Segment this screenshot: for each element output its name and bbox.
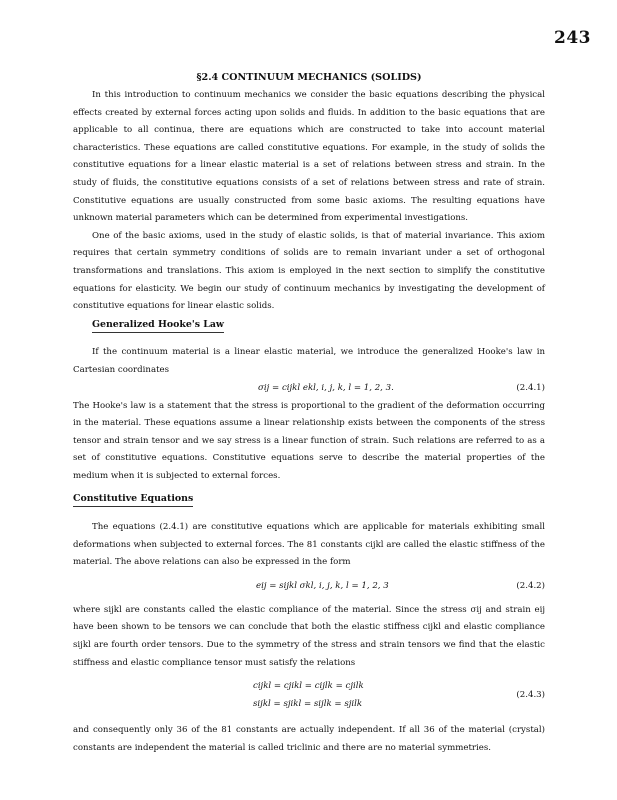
heading-generalized-hookes-law: Generalized Hooke's Law bbox=[92, 318, 224, 333]
paragraph-hooke-2: The Hooke's law is a statement that the stress is proportional to the gradient of the deformation occurring in the material. These equations assume a linear relationship exists between the components of the stress tensor and strain tensor and we say stress is a linear function of strain. Such relations are referred to as a set of constitutive equations. Constitutive equations serve to describe the material properties of the medium when it is subjected to external forces. bbox=[73, 400, 545, 481]
paragraph-intro-2: One of the basic axioms, used in the study of elastic solids, is that of material invariance. This axiom requires that certain symmetry conditions of solids are to remain invariant under a set of orthogonal transformations and translations. This axiom is employed in the next section to simplify the constitutive equations for elasticity. We begin our study of continuum mechanics by investigating the development of constitutive equations for linear elastic solids. bbox=[73, 230, 545, 312]
paragraph-constitutive-1: The equations (2.4.1) are constitutive equations which are applicable for materials exhibiting small deformations when subjected to external forces. The 81 constants cijkl are called the elastic stiffness of the material. The above relations can also be expressed in the form bbox=[73, 522, 545, 568]
paragraph-constitutive-2: where sijkl are constants called the elastic compliance of the material. Since the stress σij and strain eij have been shown to be tensors we can conclude that both the elastic stiffness cijkl and elastic compliance sijkl are fourth order tensors. Due to the symmetry of the stress and strain tensors we find that the elastic stiffness and elastic compliance tensor must satisfy the relations bbox=[73, 604, 545, 668]
section-title: §2.4 CONTINUUM MECHANICS (SOLIDS) bbox=[196, 72, 422, 83]
equation-label: (2.4.1) bbox=[516, 382, 545, 393]
heading-hooke-wrapper bbox=[92, 317, 545, 335]
equation-2-4-2 bbox=[73, 578, 545, 596]
page-content bbox=[73, 70, 545, 757]
equation-line-compliance: sijkl = sjikl = sijlk = sjilk bbox=[253, 699, 363, 710]
heading-constitutive-wrapper bbox=[73, 491, 545, 509]
page-number: 243 bbox=[554, 28, 591, 48]
equation-text: eij = sijkl σkl, i, j, k, l = 1, 2, 3 bbox=[256, 580, 389, 591]
equation-line-stiffness: cijkl = cjikl = cijlk = cjilk bbox=[253, 681, 364, 692]
equation-text: σij = cijkl ekl, i, j, k, l = 1, 2, 3. bbox=[258, 382, 394, 393]
paragraph-constitutive-3: and consequently only 36 of the 81 constants are actually independent. If all 36 of the material (crystal) constants are independent the material is called triclinic and there are no material symmetries. bbox=[73, 725, 545, 753]
heading-constitutive-equations: Constitutive Equations bbox=[73, 492, 193, 507]
paragraph-hooke-1: If the continuum material is a linear elastic material, we introduce the generalized Hooke's law in Cartesian coordinates bbox=[73, 347, 545, 375]
paragraph-intro-1: In this introduction to continuum mechanics we consider the basic equations describing the physical effects created by external forces acting upon solids and fluids. In addition to the basic equations that are applicable to all continua, there are equations which are constructed to take into account material characteristics. These equations are called constitutive equations. For example, in the study of solids the constitutive equations for a linear elastic material is a set of relations between stress and strain. In the study of fluids, the constitutive equations consists of a set of relations between stress and rate of strain. Constitutive equations are usually constructed from some basic axioms. The resulting equations have unknown material parameters which can be determined from experimental investigations. bbox=[73, 90, 545, 224]
equation-label: (2.4.3) bbox=[516, 690, 545, 701]
equation-label: (2.4.2) bbox=[516, 580, 545, 591]
equation-2-4-3 bbox=[73, 676, 545, 716]
equation-2-4-1 bbox=[73, 380, 545, 398]
